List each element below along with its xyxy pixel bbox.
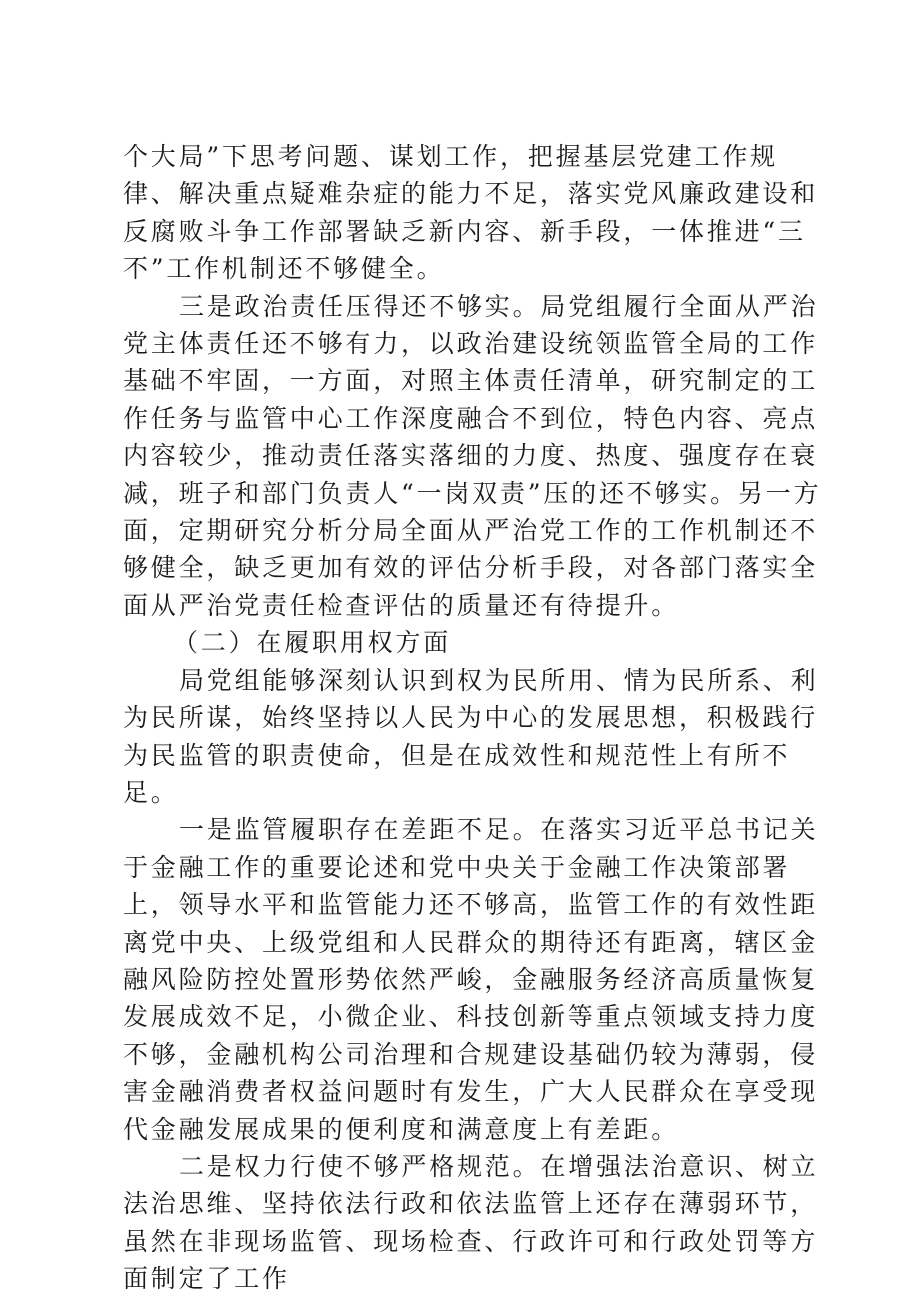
supervision-gap-paragraph: 一是监管履职存在差距不足。在落实习近平总书记关于金融工作的重要论述和党中央关于金融工作决策部署上，领导水平和监管能力还不够高，监管工作的有效性距离党中央、上级党组和人民群众的期待还有距离，辖区金融风险防控处置形势依然严峻，金融服务经济高质量恢复发展成效不足，小微企业、科技创新等重点领域支持力度不够，金融机构公司治理和合规建设基础仍较为薄弱，侵害金融消费者权益问题时有发生，广大人民群众在享受现代金融发展成果的便利度和满意度上有差距。 bbox=[123, 815, 819, 1144]
power-exercise-paragraph: 二是权力行使不够严格规范。在增强法治意识、树立法治思维、坚持依法行政和依法监管上还存在薄弱环节，虽然在非现场监管、现场检查、行政许可和行政处罚等方面制定了工作 bbox=[123, 1151, 819, 1294]
intro-paragraph: 局党组能够深刻认识到权为民所用、情为民所系、利为民所谋，始终坚持以人民为中心的发展思想，积极践行为民监管的职责使命，但是在成效性和规范性上有所不足。 bbox=[123, 665, 819, 807]
section-heading-duty-power: （二）在履职用权方面 bbox=[173, 628, 452, 658]
continuation-paragraph: 个大局”下思考问题、谋划工作，把握基层党建工作规律、解决重点疑难杂症的能力不足，落实党风廉政建设和反腐败斗争工作部署缺乏新内容、新手段，一体推进“三不”工作机制还不够健全。 bbox=[123, 142, 819, 284]
political-responsibility-paragraph: 三是政治责任压得还不够实。局党组履行全面从严治党主体责任还不够有力，以政治建设统领监管全局的工作基础不牢固，一方面，对照主体责任清单，研究制定的工作任务与监管中心工作深度融合不到位，特色内容、亮点内容较少，推动责任落实落细的力度、热度、强度存在衰减，班子和部门负责人“一岗双责”压的还不够实。另一方面，定期研究分析分局全面从严治党工作的工作机制还不够健全，缺乏更加有效的评估分析手段，对各部门落实全面从严治党责任检查评估的质量还有待提升。 bbox=[123, 291, 822, 620]
document-body bbox=[123, 138, 823, 1298]
